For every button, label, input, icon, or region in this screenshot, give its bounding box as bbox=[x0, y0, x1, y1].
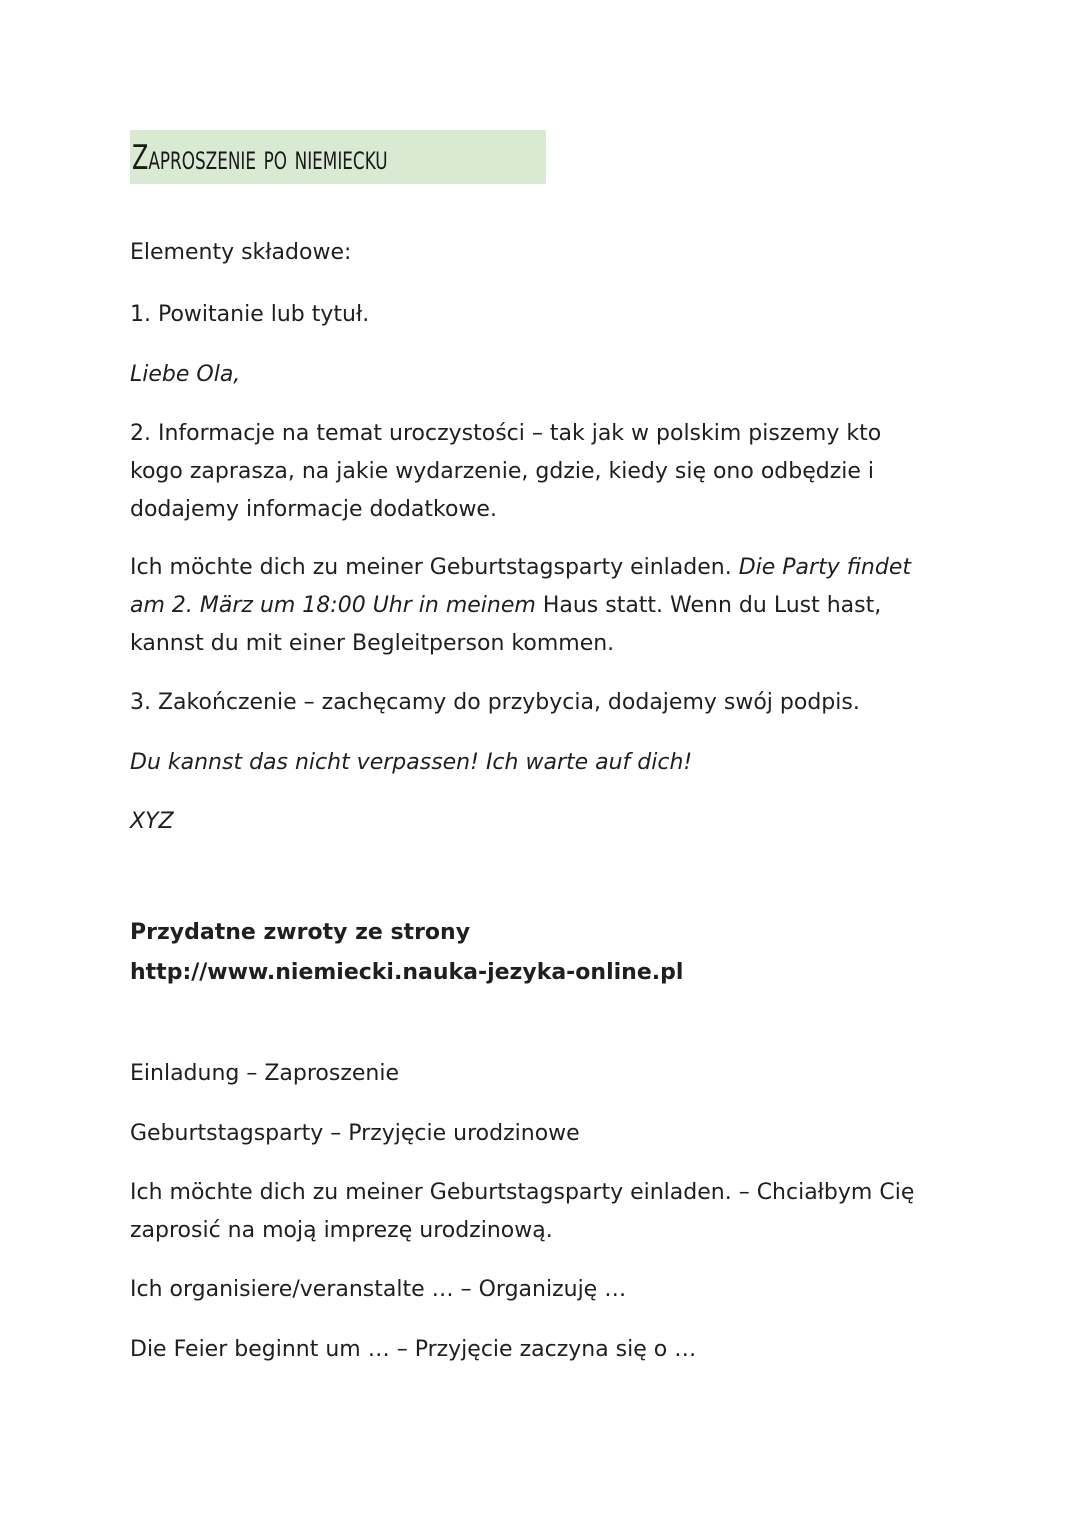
list-item-3: 3. Zakończenie – zachęcamy do przybycia, dodajemy swój podpis. bbox=[130, 690, 860, 715]
title-highlight bbox=[130, 130, 546, 184]
phrase-item-line-1: Ich möchte dich zu meiner Geburtstagsparty einladen. – Chciałbym Cię bbox=[130, 1180, 915, 1205]
page-title: Zaproszenie po niemiecku bbox=[132, 138, 388, 178]
example-invitation-text: Haus statt. Wenn du Lust hast, bbox=[542, 593, 882, 618]
list-item-2-line-3: dodajemy informacje dodatkowe. bbox=[130, 497, 497, 522]
example-invitation-line-1 bbox=[130, 549, 940, 587]
example-signature: XYZ bbox=[130, 809, 174, 834]
list-item-1: 1. Powitanie lub tytuł. bbox=[130, 302, 370, 327]
example-invitation-line-2 bbox=[130, 587, 940, 625]
phrases-heading-line-1: Przydatne zwroty ze strony bbox=[130, 920, 471, 945]
phrase-item-line-2: zaprosić na moją imprezę urodzinową. bbox=[130, 1218, 553, 1243]
phrases-heading-url: http://www.niemiecki.nauka-jezyka-online.pl bbox=[130, 960, 684, 985]
phrase-item: Die Feier beginnt um … – Przyjęcie zaczyna się o … bbox=[130, 1337, 697, 1362]
example-closing: Du kannst das nicht verpassen! Ich warte auf dich! bbox=[130, 750, 693, 775]
example-invitation-text: Ich möchte dich zu meiner Geburtstagsparty einladen. bbox=[130, 555, 739, 580]
phrase-item: Einladung – Zaproszenie bbox=[130, 1061, 400, 1086]
phrase-item: Geburtstagsparty – Przyjęcie urodzinowe bbox=[130, 1121, 580, 1146]
example-invitation-italic: am 2. März um 18:00 Uhr in meinem bbox=[130, 593, 543, 618]
example-greeting: Liebe Ola, bbox=[130, 362, 241, 387]
list-item-2-line-2: kogo zaprasza, na jakie wydarzenie, gdzie, kiedy się ono odbędzie i bbox=[130, 459, 875, 484]
phrase-item: Ich organisiere/veranstalte … – Organizuję … bbox=[130, 1277, 627, 1302]
example-invitation-line-3: kannst du mit einer Begleitperson kommen. bbox=[130, 631, 615, 656]
list-item-2-line-1: 2. Informacje na temat uroczystości – tak jak w polskim piszemy kto bbox=[130, 421, 882, 446]
section-heading: Elementy składowe: bbox=[130, 240, 352, 265]
example-invitation-italic: Die Party findet bbox=[738, 555, 911, 580]
